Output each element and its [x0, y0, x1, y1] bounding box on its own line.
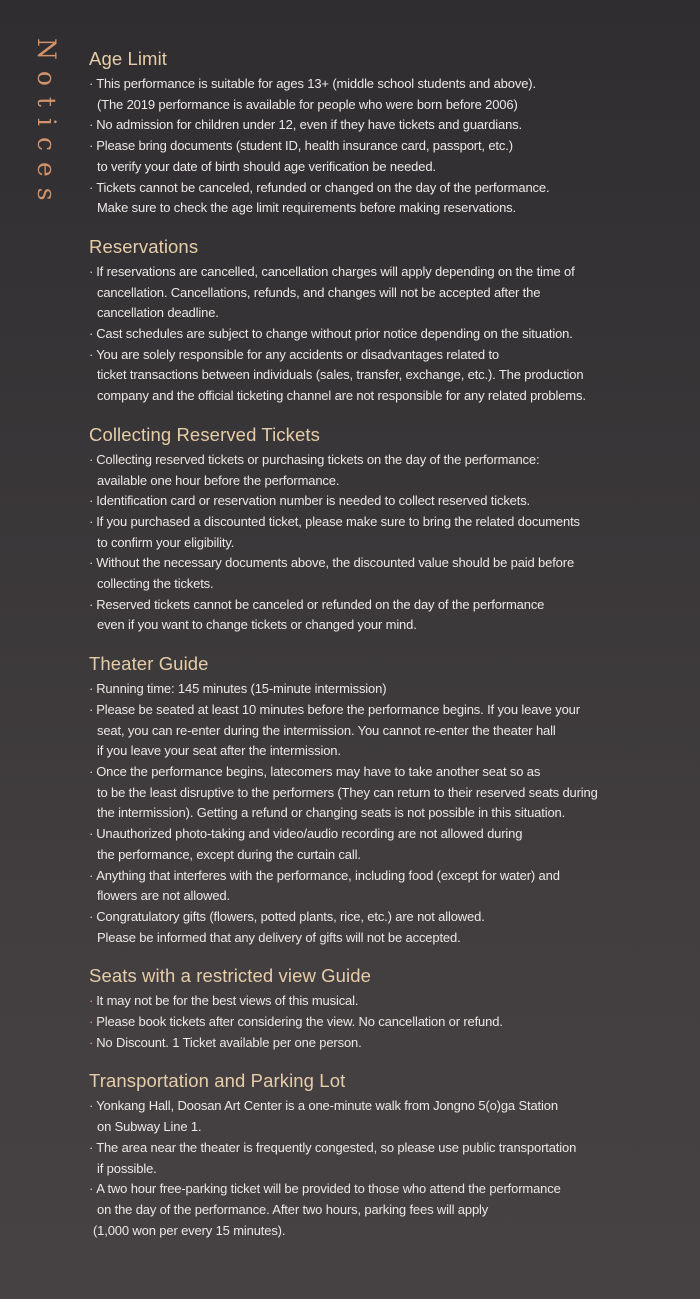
notice-text: on the day of the performance. After two hours, parking fees will apply [97, 1201, 489, 1217]
notice-text: A two hour free-parking ticket will be provided to those who attend the performance [96, 1181, 561, 1197]
notice-text: If you purchased a discounted ticket, please make sure to bring the related documents [96, 513, 580, 529]
notice-text: ticket transactions between individuals (sales, transfer, exchange, etc.). The production [97, 367, 584, 383]
notice-text: It may not be for the best views of this musical. [96, 993, 359, 1009]
notice-item [89, 491, 689, 512]
bullet-icon: · [89, 346, 94, 362]
notice-text: No Discount. 1 Ticket available per one person. [96, 1034, 362, 1050]
notice-section [89, 964, 689, 1053]
notice-text: even if you want to change tickets or changed your mind. [97, 617, 417, 633]
notice-line [89, 574, 689, 595]
bullet-icon: · [89, 263, 94, 279]
bullet-icon: · [89, 993, 94, 1009]
notice-text: If reservations are cancelled, cancellation charges will apply depending on the time of [96, 263, 575, 279]
bullet-icon: · [89, 701, 94, 717]
notice-item [89, 136, 689, 177]
notice-text: to verify your date of birth should age verification be needed. [97, 158, 436, 174]
notice-text: Without the necessary documents above, the discounted value should be paid before [96, 555, 575, 571]
bullet-icon: · [89, 493, 94, 509]
notice-line [89, 1117, 689, 1138]
notice-section [89, 423, 689, 636]
notice-line [89, 471, 689, 492]
notice-line [89, 907, 689, 928]
notice-line [89, 845, 689, 866]
notice-line [89, 136, 689, 157]
notice-item [89, 907, 689, 948]
notice-item [89, 262, 689, 324]
notice-text: the intermission). Getting a refund or changing seats is not possible in this situation. [97, 805, 566, 821]
notice-line [85, 1221, 689, 1242]
bullet-icon: · [89, 1014, 94, 1030]
bullet-icon: · [89, 681, 94, 697]
notice-item [89, 1096, 689, 1137]
notice-text: if you leave your seat after the intermission. [97, 743, 341, 759]
notice-line [89, 157, 689, 178]
notices-content [89, 47, 689, 1257]
notice-text: Tickets cannot be canceled, refunded or changed on the day of the performance. [96, 179, 550, 195]
notice-line [89, 615, 689, 636]
section-title: Theater Guide [89, 653, 209, 675]
notice-line [89, 345, 689, 366]
notice-item [89, 178, 689, 219]
notice-line [89, 1033, 689, 1054]
notice-line [89, 450, 689, 471]
notice-item [89, 553, 689, 594]
notice-text: Please be seated at least 10 minutes before the performance begins. If you leave your [96, 701, 580, 717]
notice-item [89, 866, 689, 907]
notice-text: to be the least disruptive to the performers (They can return to their reserved seats during [97, 784, 598, 800]
bullet-icon: · [89, 826, 94, 842]
notice-item [89, 595, 689, 636]
notice-text: the performance, except during the curtain call. [97, 846, 361, 862]
notice-text: Please book tickets after considering the view. No cancellation or refund. [96, 1014, 503, 1030]
notice-text: seat, you can re-enter during the intermission. You cannot re-enter the theater hall [97, 722, 556, 738]
notice-line [89, 824, 689, 845]
notice-line [89, 553, 689, 574]
bullet-icon: · [89, 513, 94, 529]
notice-line [89, 991, 689, 1012]
notice-item [89, 824, 689, 865]
bullet-icon: · [89, 326, 94, 342]
notice-item [89, 450, 689, 491]
notice-text: Anything that interferes with the performance, including food (except for water) and [96, 867, 560, 883]
notice-text: collecting the tickets. [97, 576, 214, 592]
notice-text: The area near the theater is frequently congested, so please use public transportation [96, 1139, 577, 1155]
bullet-icon: · [89, 867, 94, 883]
notice-line [89, 595, 689, 616]
notice-line [89, 115, 689, 136]
bullet-icon: · [89, 1098, 94, 1114]
notice-line [89, 1159, 689, 1180]
notice-text: You are solely responsible for any accidents or disadvantages related to [96, 346, 499, 362]
notice-line [89, 95, 689, 116]
notice-text: Identification card or reservation number is needed to collect reserved tickets. [96, 493, 531, 509]
notice-line [89, 783, 689, 804]
notice-text: Unauthorized photo-taking and video/audio recording are not allowed during [96, 826, 523, 842]
notice-text: company and the official ticketing channel are not responsible for any related problems. [97, 388, 586, 404]
notice-line [89, 324, 689, 345]
notice-item [89, 512, 689, 553]
section-title: Transportation and Parking Lot [89, 1070, 346, 1092]
notice-text: (1,000 won per every 15 minutes). [93, 1222, 286, 1238]
notice-text: cancellation. Cancellations, refunds, and changes will not be accepted after the [97, 284, 541, 300]
notice-line [89, 262, 689, 283]
notice-item [89, 74, 689, 115]
notice-line [89, 512, 689, 533]
notice-text: flowers are not allowed. [97, 888, 230, 904]
bullet-icon: · [89, 451, 94, 467]
notice-item [89, 345, 689, 407]
notice-line [89, 928, 689, 949]
notice-text: to confirm your eligibility. [97, 534, 235, 550]
section-title: Seats with a restricted view Guide [89, 965, 372, 987]
notice-text: available one hour before the performance. [97, 472, 340, 488]
bullet-icon: · [89, 1181, 94, 1197]
bullet-icon: · [89, 117, 94, 133]
notice-text: Cast schedules are subject to change without prior notice depending on the situation. [96, 326, 573, 342]
notice-line [89, 74, 689, 95]
notice-line [89, 365, 689, 386]
notice-line [89, 198, 689, 219]
notice-section [89, 1069, 689, 1241]
notice-text: Please be informed that any delivery of gifts will not be accepted. [97, 929, 461, 945]
notice-text: if possible. [97, 1160, 157, 1176]
notice-line [89, 679, 689, 700]
notice-line [89, 741, 689, 762]
bullet-icon: · [89, 555, 94, 571]
notice-text: Running time: 145 minutes (15-minute intermission) [96, 681, 387, 697]
notice-text: Once the performance begins, latecomers may have to take another seat so as [96, 763, 541, 779]
notice-section [89, 47, 689, 219]
section-title: Age Limit [89, 48, 168, 69]
notice-item [89, 991, 689, 1012]
notice-text: Reserved tickets cannot be canceled or refunded on the day of the performance [96, 596, 545, 612]
notice-text: Congratulatory gifts (flowers, potted plants, rice, etc.) are not allowed. [96, 908, 485, 924]
notice-line [89, 178, 689, 199]
notice-line [89, 1012, 689, 1033]
notice-line [89, 762, 689, 783]
bullet-icon: · [89, 1034, 94, 1050]
notice-item [89, 679, 689, 700]
notice-line [89, 303, 689, 324]
notice-text: (The 2019 performance is available for people who were born before 2006) [97, 96, 518, 112]
notice-line [89, 803, 689, 824]
bullet-icon: · [89, 179, 94, 195]
notice-line [89, 1138, 689, 1159]
notice-item [89, 1138, 689, 1179]
notice-item [89, 1033, 689, 1054]
notice-line [89, 886, 689, 907]
notice-item [89, 1179, 689, 1241]
notice-text: No admission for children under 12, even if they have tickets and guardians. [96, 117, 522, 133]
notice-line [89, 721, 689, 742]
bullet-icon: · [89, 596, 94, 612]
notice-text: on Subway Line 1. [97, 1119, 202, 1135]
bullet-icon: · [89, 138, 94, 154]
notice-line [89, 1179, 689, 1200]
notice-line [89, 386, 689, 407]
notice-item [89, 700, 689, 762]
notice-item [89, 115, 689, 136]
notice-item [89, 1012, 689, 1033]
notice-text: cancellation deadline. [97, 305, 219, 321]
notice-line [89, 1200, 689, 1221]
bullet-icon: · [89, 908, 94, 924]
notice-text: Yonkang Hall, Doosan Art Center is a one-minute walk from Jongno 5(o)ga Station [96, 1098, 558, 1114]
bullet-icon: · [89, 763, 94, 779]
notice-section [89, 235, 689, 407]
section-title: Reservations [89, 235, 199, 257]
notices-side-title: Notices [32, 38, 61, 212]
section-title: Collecting Reserved Tickets [89, 423, 320, 445]
notice-line [89, 491, 689, 512]
notice-line [89, 700, 689, 721]
bullet-icon: · [89, 76, 94, 91]
bullet-icon: · [89, 1139, 94, 1155]
notice-line [89, 533, 689, 554]
notice-item [89, 324, 689, 345]
notice-text: Collecting reserved tickets or purchasing tickets on the day of the performance: [96, 451, 540, 467]
notice-line [89, 866, 689, 887]
notice-text: Please bring documents (student ID, health insurance card, passport, etc.) [96, 138, 513, 154]
notice-line [89, 283, 689, 304]
notice-text: This performance is suitable for ages 13+ (middle school students and above). [96, 76, 536, 91]
notice-item [89, 762, 689, 824]
notice-line [89, 1096, 689, 1117]
notice-text: Make sure to check the age limit requirements before making reservations. [97, 200, 516, 216]
notice-section [89, 652, 689, 948]
